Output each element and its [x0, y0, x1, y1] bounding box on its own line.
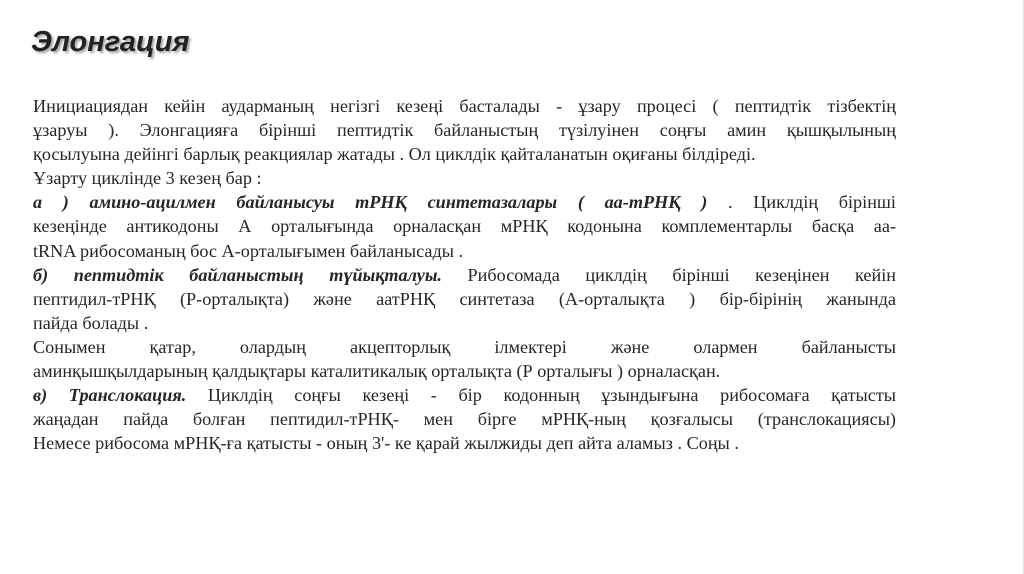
- stage-a-line: tRNA рибосоманың бос А-орталығымен байланысады .: [33, 240, 464, 261]
- stage-c-line: Немесе рибосома мРНҚ-ға қатысты - оның 3'- ке қарай жылжиды деп айта аламыз . Соңы .: [33, 433, 739, 454]
- body-line: қосылуына дейінгі барлық реакциялар жатады . Ол циклдік қайталанатын оқиғаны білдіреді.: [33, 144, 756, 165]
- body-line: Ұзарту циклінде 3 кезең бар :: [33, 168, 262, 189]
- stage-b-line: аминқышқылдарының қалдықтары каталитикалық орталықта (Р орталығы ) орналасқан.: [33, 361, 721, 382]
- stage-b-line: [33, 263, 896, 287]
- body-line: ұзаруы ). Элонгацияға бірінші пептидтік байланыстың түзілуінен соңғы амин қышқылының: [33, 120, 896, 141]
- stage-b-text: Рибосомада циклдің бірінші кезеңінен кейін: [441, 264, 896, 285]
- stage-a-line: [33, 190, 896, 214]
- stage-c-heading: в) Транслокация.: [33, 385, 187, 406]
- stage-b-line: пептидил-тРНҚ (Р-орталықта) және аатРНҚ синтетаза (А-орталықта ) бір-бірінің жанында: [33, 288, 896, 309]
- slide-body: [33, 94, 896, 455]
- slide-title: Элонгация: [31, 26, 190, 58]
- stage-b-line: Сонымен қатар, олардың акцепторлық ілмектері және олармен байланысты: [33, 336, 896, 357]
- stage-c-text: Циклдің соңғы кезеңі - бір кодонның ұзындығына рибосомаға қатысты: [186, 385, 896, 406]
- body-line: Инициациядан кейін аударманың негізгі кезеңі басталады - ұзару процесі ( пептидтік тізбектің: [33, 96, 896, 116]
- stage-a-text: . Циклдің бірінші: [707, 192, 896, 213]
- stage-c-line: [33, 383, 896, 407]
- stage-b-heading: б) пептидтік байланыстың түйықталуы.: [33, 264, 442, 285]
- stage-b-line: пайда болады .: [33, 312, 149, 333]
- stage-a-heading: а ) амино-ацилмен байланысуы тРНҚ синтетазалары ( аа-тРНҚ ): [33, 192, 708, 213]
- stage-c-line: жаңадан пайда болған пептидил-тРНҚ- мен бірге мРНҚ-ның қозғалысы (транслокациясы): [33, 409, 896, 430]
- stage-a-line: кезеңінде антикодоны А орталығында орналасқан мРНҚ кодонына комплементарлы басқа аа-: [33, 216, 896, 237]
